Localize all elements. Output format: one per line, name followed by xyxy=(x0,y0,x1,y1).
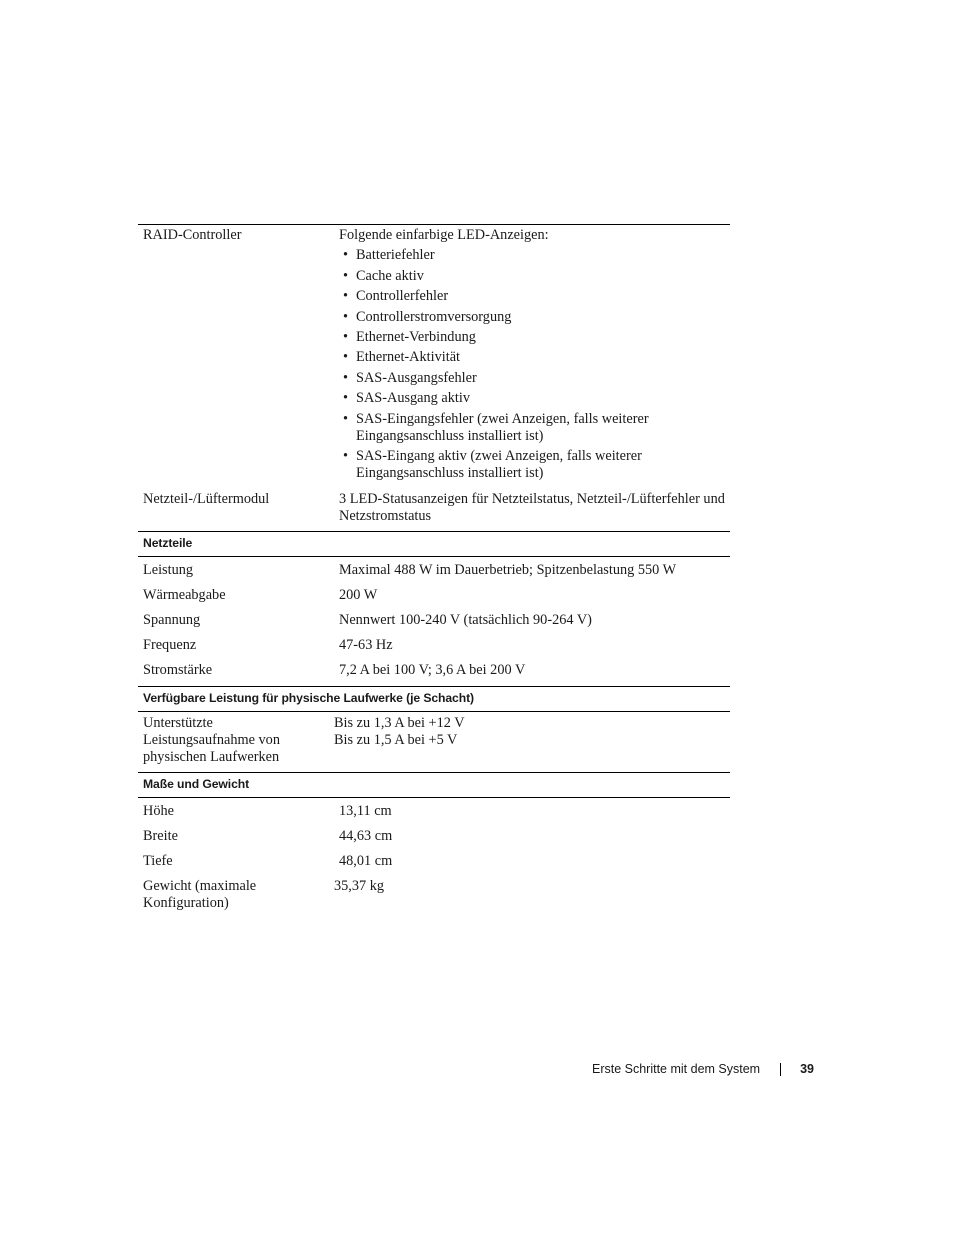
row-label: Stromstärke xyxy=(143,661,213,678)
spec-table xyxy=(138,224,730,915)
row-value: 7,2 A bei 100 V; 3,6 A bei 200 V xyxy=(339,661,526,678)
dimensions-section xyxy=(138,798,730,915)
page-footer xyxy=(592,1062,814,1076)
led-list-item: • Controllerstromversorgung xyxy=(339,309,730,326)
footer-divider xyxy=(780,1063,781,1076)
page-number: 39 xyxy=(800,1062,814,1076)
row-label: Wärmeabgabe xyxy=(143,586,226,603)
led-list-item: • Ethernet-Verbindung xyxy=(339,329,730,346)
led-list-item: • Controllerfehler xyxy=(339,288,730,305)
table-row xyxy=(138,875,730,915)
led-list-item: • SAS-Ausgang aktiv xyxy=(339,390,730,407)
led-list-item: • SAS-Eingangsfehler (zwei Anzeigen, falls weiterer Eingangsanschluss installiert ist) xyxy=(339,411,730,445)
drive-power-values xyxy=(334,715,730,766)
table-row xyxy=(138,584,730,609)
psu-fan-row xyxy=(138,485,730,526)
drive-power-row xyxy=(138,712,730,772)
section-heading-power: Netzteile xyxy=(138,531,730,557)
row-label: Höhe xyxy=(143,802,174,819)
table-row xyxy=(138,609,730,634)
row-label: Leistung xyxy=(143,561,194,578)
psu-fan-value: 3 LED-Statusanzeigen für Netzteilstatus, Netzteil-/Lüfterfehler und Netzstromstatus xyxy=(339,490,725,524)
row-value: 44,63 cm xyxy=(339,827,393,844)
led-list-item: • SAS-Eingang aktiv (zwei Anzeigen, falls weiterer Eingangsanschluss installiert ist) xyxy=(339,448,730,482)
raid-controller-intro: Folgende einfarbige LED-Anzeigen: xyxy=(339,227,549,243)
row-value: Maximal 488 W im Dauerbetrieb; Spitzenbelastung 550 W xyxy=(339,561,677,578)
row-label: Breite xyxy=(143,827,178,844)
row-value: 47-63 Hz xyxy=(339,636,393,653)
drive-power-value-5v: Bis zu 1,5 A bei +5 V xyxy=(334,731,458,748)
table-row xyxy=(138,634,730,659)
power-section xyxy=(138,557,730,684)
table-row xyxy=(138,559,730,584)
row-label: Frequenz xyxy=(143,636,197,653)
section-heading-dimensions: Maße und Gewicht xyxy=(138,772,730,798)
table-row xyxy=(138,825,730,850)
row-label: Spannung xyxy=(143,611,201,628)
row-label: Tiefe xyxy=(143,852,173,869)
row-value: 13,11 cm xyxy=(339,802,392,819)
led-list xyxy=(339,247,730,482)
raid-controller-value xyxy=(339,227,730,482)
table-row xyxy=(138,800,730,825)
led-list-item: • SAS-Ausgangsfehler xyxy=(339,370,730,387)
led-list-item: • Batteriefehler xyxy=(339,247,730,264)
led-list-item: • Cache aktiv xyxy=(339,268,730,285)
footer-chapter-title: Erste Schritte mit dem System xyxy=(591,1062,761,1076)
raid-controller-row xyxy=(138,225,730,485)
psu-fan-label: Netzteil-/Lüftermodul xyxy=(143,490,270,507)
row-value: 200 W xyxy=(339,586,378,603)
row-value: 48,01 cm xyxy=(339,852,393,869)
row-label: Gewicht (maximale Konfiguration) xyxy=(143,877,257,911)
drive-power-label: Unterstützte Leistungsaufnahme von physischen Laufwerken xyxy=(143,714,280,765)
row-value: 35,37 kg xyxy=(334,877,385,894)
table-row xyxy=(138,850,730,875)
table-row xyxy=(138,659,730,684)
led-list-item: • Ethernet-Aktivität xyxy=(339,349,730,366)
raid-controller-label: RAID-Controller xyxy=(143,227,242,243)
row-value: Nennwert 100-240 V (tatsächlich 90-264 V) xyxy=(339,611,592,628)
drive-power-value-12v: Bis zu 1,3 A bei +12 V xyxy=(334,714,465,731)
section-heading-drive-power: Verfügbare Leistung für physische Laufwerke (je Schacht) xyxy=(138,686,730,712)
